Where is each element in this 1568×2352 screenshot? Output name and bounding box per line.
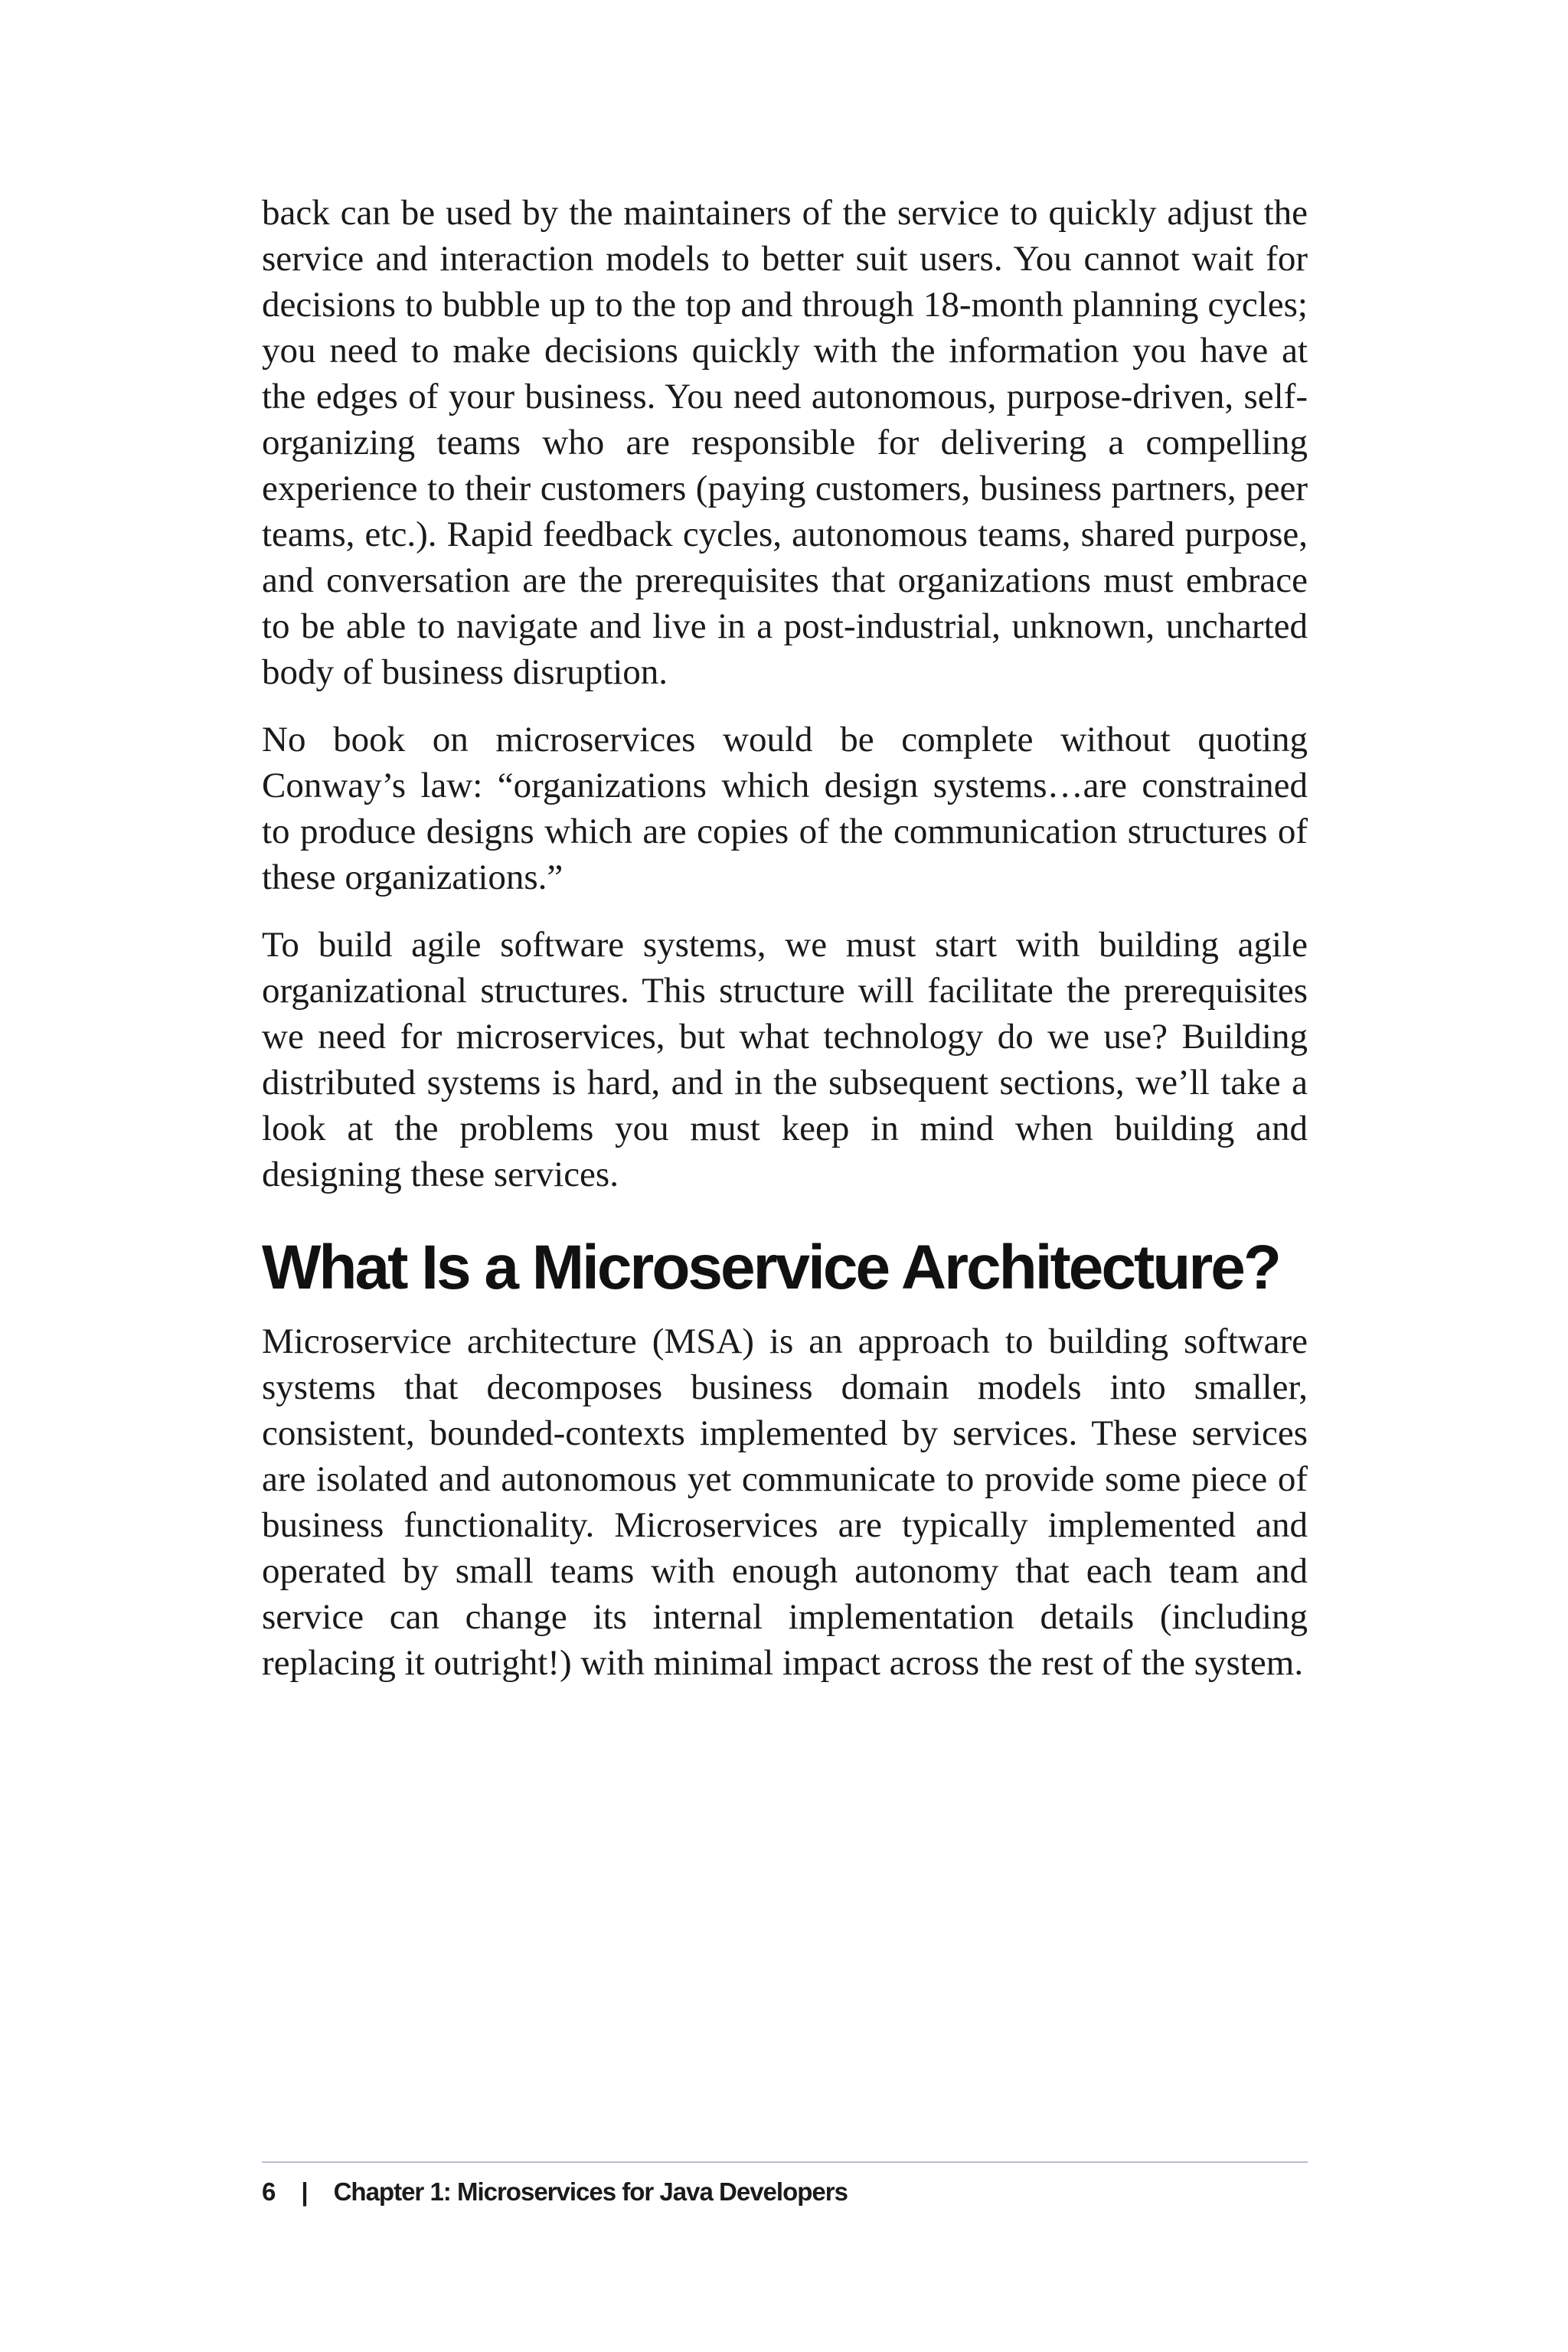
footer-separator: | (301, 2177, 308, 2206)
page-number: 6 (262, 2177, 276, 2206)
body-paragraph-3: To build agile software systems, we must start with building agile organizational structures. This structure will facilitate the prerequisites we need for microservices, but what technology do we use? Building distributed systems is hard, and in the subsequent sections, we’ll take a look at the problems you must keep in mind when building and designing these services. (262, 925, 1308, 1194)
chapter-title: Chapter 1: Microservices for Java Developers (333, 2177, 848, 2206)
section-paragraph: Microservice architecture (MSA) is an approach to building software systems that decomposes business domain models into smaller, consistent, bounded-contexts implemented by services. These services are isolated and autonomous yet communicate to provide some piece of business functionality. Microservices are typically implemented and operated by small teams with enough autonomy that each team and service can change its internal implementation details (including replacing it outright!) with minimal impact across the rest of the system. (262, 1321, 1308, 1683)
footer-divider (262, 2161, 1308, 2163)
page-footer (262, 2173, 848, 2211)
page-content (262, 190, 1308, 1707)
section-heading: What Is a Microservice Architecture? (262, 1233, 1280, 1302)
body-paragraph-1: back can be used by the maintainers of the service to quickly adjust the service and interaction models to better suit users. You cannot wait for decisions to bubble up to the top and through 18-month planning cycles; you need to make decisions quickly with the information you have at the edges of your business. You need autonomous, purpose-driven, self-organizing teams who are responsible for delivering a compelling experience to their customers (paying customers, business partners, peer teams, etc.). Rapid feedback cycles, autonomous teams, shared purpose, and conversation are the prerequisites that organizations must embrace to be able to navigate and live in a post-industrial, unknown, uncharted body of business disruption. (262, 193, 1308, 692)
body-paragraph-2: No book on microservices would be complete without quoting Conway’s law: “organizations which design systems…are constrained to produce designs which are copies of the communication structures of these organizations.” (262, 720, 1308, 897)
